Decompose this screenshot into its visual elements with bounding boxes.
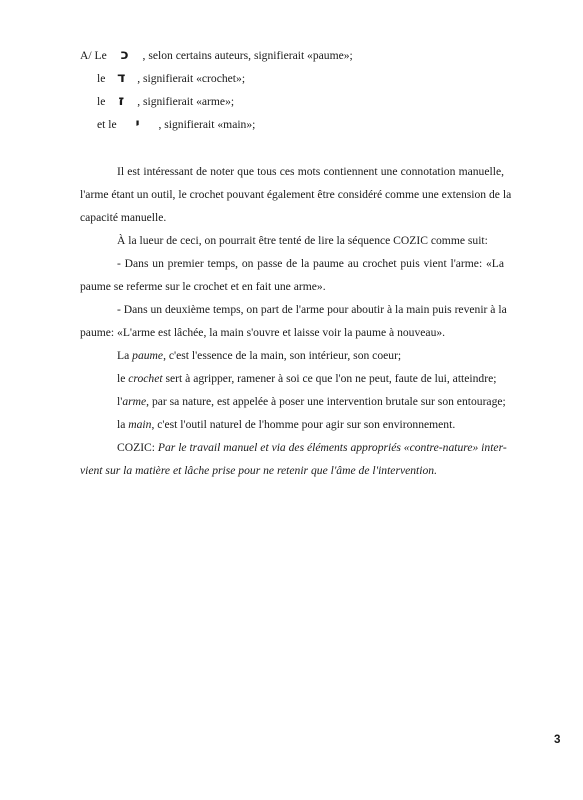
definition-prefix: le bbox=[117, 372, 129, 385]
definition-term: crochet bbox=[128, 372, 163, 385]
paragraph-1-line-2: l'arme étant un outil, le crochet pouvant également être considéré comme une extension de la bbox=[80, 188, 512, 201]
cozic-label: COZIC: bbox=[117, 441, 158, 454]
paragraph-3-line-2: paume se referme sur le crochet et en fait une arme». bbox=[80, 280, 326, 293]
cozic-line-2: vient sur la matière et lâche prise pour ne retenir que l'âme de l'intervention. bbox=[80, 464, 437, 477]
definition-term: main bbox=[128, 418, 152, 431]
paragraph-4-line-1: - Dans un deuxième temps, on part de l'arme pour aboutir à la main puis revenir à la bbox=[117, 303, 507, 316]
definition-prefix: La bbox=[117, 349, 133, 362]
paragraph-4-line-2: paume: «L'arme est lâchée, la main s'ouvre et laisse voir la paume à nouveau». bbox=[80, 326, 446, 339]
letter-meaning: , signifierait «main»; bbox=[158, 118, 256, 131]
letter-meaning: , signifierait «crochet»; bbox=[137, 72, 246, 85]
definition-text: sert à agripper, ramener à soi ce que l'on ne peut, faute de lui, atteindre; bbox=[162, 372, 497, 385]
definition-prefix: l' bbox=[117, 395, 123, 408]
hebrew-letter-dalet: ד bbox=[117, 70, 126, 86]
definition-arme bbox=[117, 395, 506, 409]
paragraph-1-line-1: Il est intéressant de noter que tous ces mots contiennent une connotation manuelle, bbox=[117, 165, 504, 178]
definition-text: , par sa nature, est appelée à poser une intervention brutale sur son entourage; bbox=[146, 395, 506, 408]
page-number: 3 bbox=[554, 733, 561, 746]
letter-prefix: et le bbox=[97, 118, 117, 131]
definition-prefix: la bbox=[117, 418, 129, 431]
definition-term: arme bbox=[122, 395, 147, 408]
hebrew-letter-zayin: ז bbox=[118, 93, 125, 109]
definition-text: , c'est l'essence de la main, son intérieur, son coeur; bbox=[163, 349, 402, 362]
letter-line-dalet bbox=[97, 71, 245, 86]
paragraph-1-line-3: capacité manuelle. bbox=[80, 211, 167, 224]
letter-prefix: A/ Le bbox=[80, 49, 107, 62]
letter-meaning: , signifierait «arme»; bbox=[137, 95, 235, 108]
definition-main bbox=[117, 418, 455, 432]
letter-prefix: le bbox=[97, 95, 106, 108]
letter-prefix: le bbox=[97, 72, 106, 85]
letter-line-zayin bbox=[97, 94, 234, 109]
cozic-text: Par le travail manuel et via des éléments appropriés «contre-nature» inter- bbox=[157, 441, 507, 454]
paragraph-3-line-1: - Dans un premier temps, on passe de la paume au crochet puis vient l'arme: «La bbox=[117, 257, 504, 270]
letter-line-yod bbox=[97, 117, 255, 132]
letter-meaning: , selon certains auteurs, signifierait «paume»; bbox=[142, 49, 353, 62]
definition-crochet bbox=[117, 372, 496, 386]
definition-paume bbox=[117, 349, 401, 363]
definition-term: paume bbox=[132, 349, 164, 362]
hebrew-letter-kaf: כ bbox=[120, 47, 129, 63]
cozic-line-1 bbox=[117, 441, 507, 455]
letter-line-kaf bbox=[80, 48, 353, 63]
definition-text: , c'est l'outil naturel de l'homme pour agir sur son environnement. bbox=[151, 418, 456, 431]
paragraph-2: À la lueur de ceci, on pourrait être tenté de lire la séquence COZIC comme suit: bbox=[117, 234, 488, 247]
hebrew-letter-yod: י bbox=[135, 116, 140, 132]
